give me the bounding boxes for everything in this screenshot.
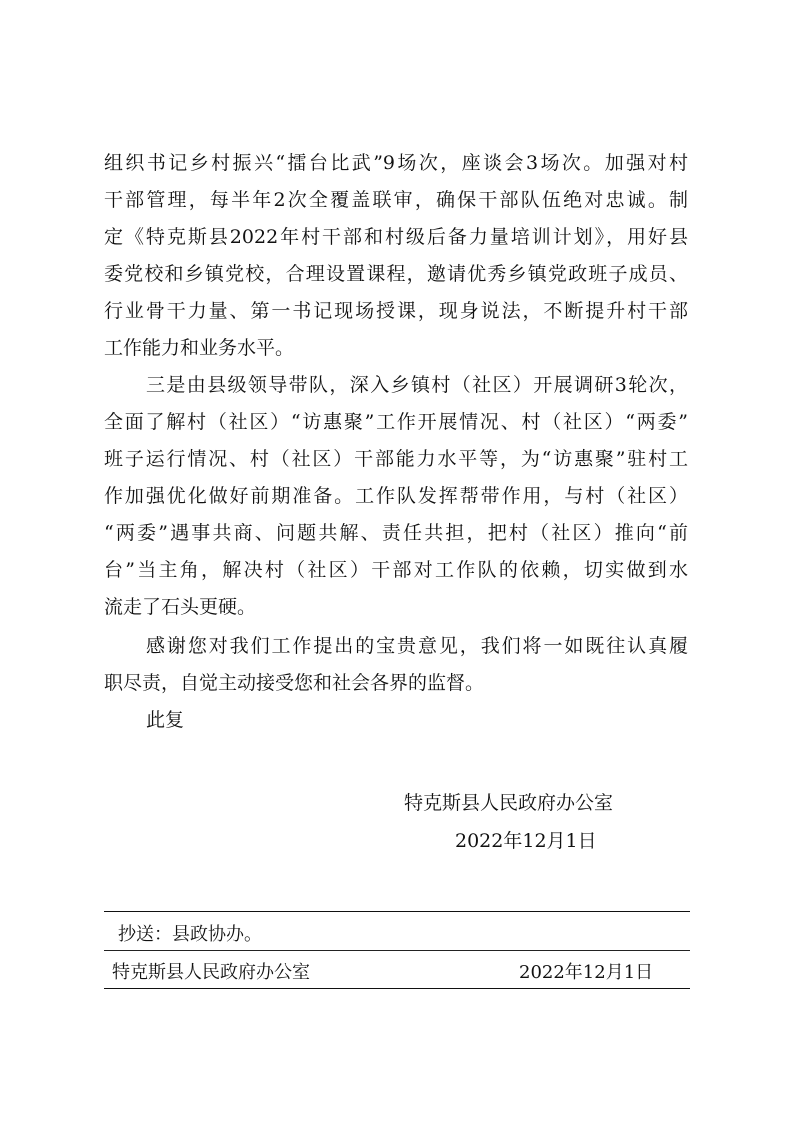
footer-issuer: 特克斯县人民政府办公室 xyxy=(112,962,310,983)
signature-organization: 特克斯县人民政府办公室 xyxy=(404,792,614,814)
cc-line xyxy=(118,922,262,948)
footer-top-rule xyxy=(104,911,690,912)
signature-date: 2022年12月1日 xyxy=(455,830,597,852)
body-line: 委党校和乡镇党校，合理设置课程，邀请优秀乡镇党政班子成员、 xyxy=(104,263,688,285)
cc-label: 抄送： xyxy=(118,924,172,945)
body-line: 工作能力和业务水平。 xyxy=(104,337,295,359)
body-line: 班子运行情况、村（社区）干部能力水平等，为“访惠聚”驻村工 xyxy=(104,448,688,470)
body-line: 职尽责，自觉主动接受您和社会各界的监督。 xyxy=(104,672,485,694)
cc-recipient: 县政协办。 xyxy=(172,924,262,945)
body-line: 感谢您对我们工作提出的宝贵意见，我们将一如既往认真履 xyxy=(146,635,688,657)
body-line: 三是由县级领导带队，深入乡镇村（社区）开展调研3轮次， xyxy=(146,374,688,396)
body-line: 流走了石头更硬。 xyxy=(104,596,257,618)
body-line: 台”当主角，解决村（社区）干部对工作队的依赖，切实做到水 xyxy=(104,559,688,581)
closing-text: 此复 xyxy=(146,709,185,731)
body-line: 全面了解村（社区）“访惠聚”工作开展情况、村（社区）“两委” xyxy=(104,411,688,433)
footer-issue-date: 2022年12月1日 xyxy=(519,962,654,983)
body-line: 干部管理，每半年2次全覆盖联审，确保干部队伍绝对忠诚。制 xyxy=(104,189,688,211)
body-line: 作加强优化做好前期准备。工作队发挥帮带作用，与村（社区） xyxy=(104,485,688,507)
footer-middle-rule xyxy=(104,950,690,951)
body-line: “两委”遇事共商、问题共解、责任共担，把村（社区）推向“前 xyxy=(104,522,688,544)
body-line: 组织书记乡村振兴“擂台比武”9场次，座谈会3场次。加强对村 xyxy=(104,152,688,174)
footer-bottom-rule xyxy=(104,988,690,989)
body-line: 定《特克斯县2022年村干部和村级后备力量培训计划》，用好县 xyxy=(104,226,688,248)
body-line: 行业骨干力量、第一书记现场授课，现身说法，不断提升村干部 xyxy=(104,300,688,322)
